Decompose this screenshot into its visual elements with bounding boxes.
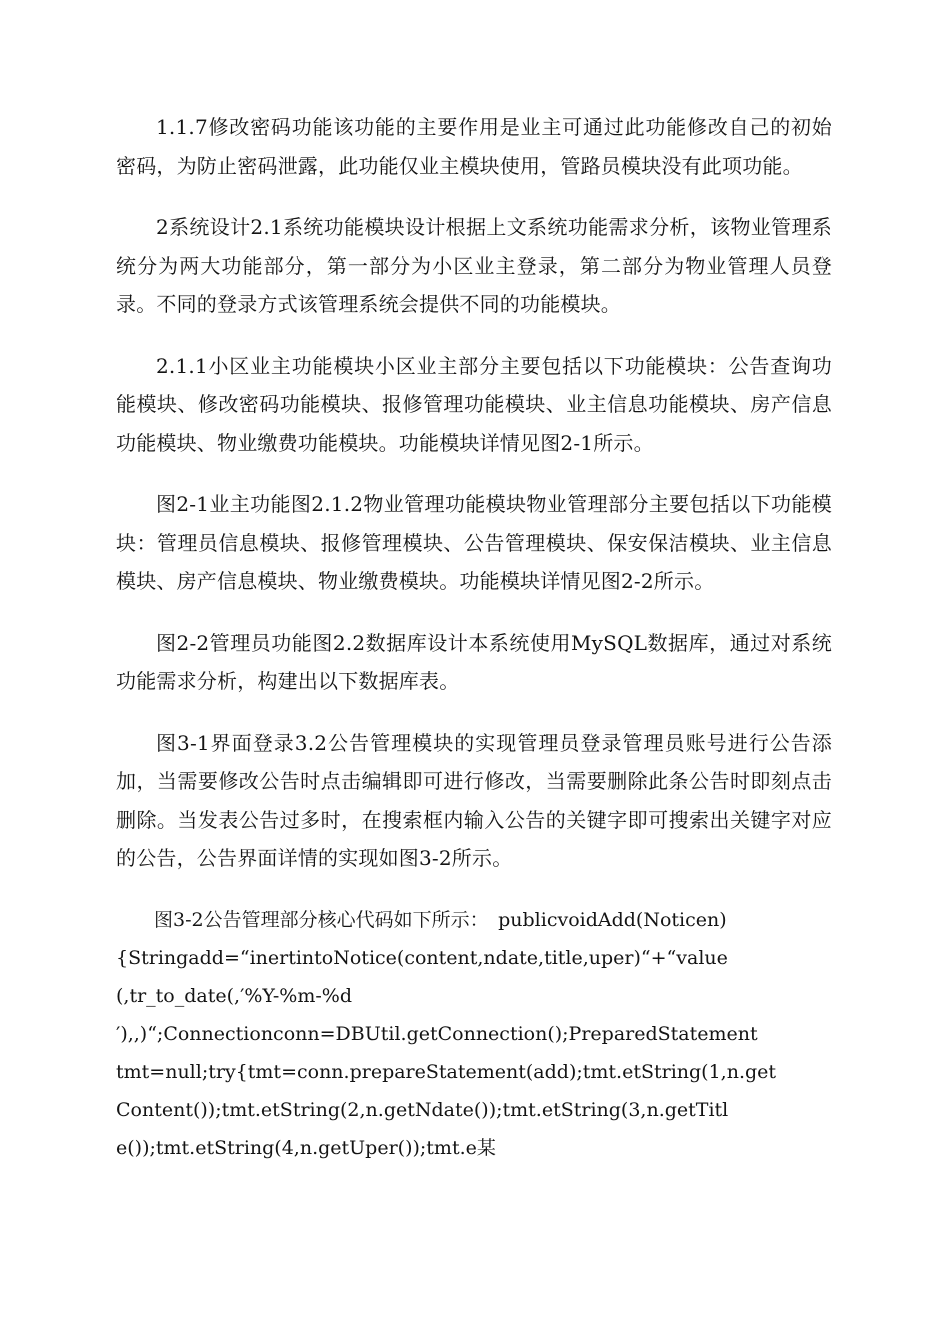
code-line: e());tmt.etString(4,n.getUper());tmt.e某	[116, 1136, 496, 1159]
code-line: Content());tmt.etString(2,n.getNdate());tmt.etString(3,n.getTitl	[116, 1098, 729, 1121]
document-body	[116, 108, 832, 1167]
code-line: 图3-2公告管理部分核心代码如下所示： publicvoidAdd(Noticen)	[154, 908, 727, 931]
paragraph-property-modules: 图2-1业主功能图2.1.2物业管理功能模块物业管理部分主要包括以下功能模块：管理员信息模块、报修管理模块、公告管理模块、保安保洁模块、业主信息模块、房产信息模块、物业缴费模块。功能模块详情见图2-2所示。	[116, 492, 832, 593]
paragraph-database-design: 图2-2管理员功能图2.2数据库设计本系统使用MySQL数据库，通过对系统功能需求分析，构建出以下数据库表。	[116, 630, 832, 693]
code-snippet	[116, 901, 832, 1167]
code-line: (,tr_to_date(,′%Y-%m-%d	[116, 984, 353, 1007]
paragraph-notice-management: 图3-1界面登录3.2公告管理模块的实现管理员登录管理员账号进行公告添加，当需要修改公告时点击编辑即可进行修改，当需要删除此条公告时即刻点击删除。当发表公告过多时，在搜索框内输入公告的关键字即可搜索出关键字对应的公告，公告界面详情的实现如图3-2所示。	[116, 730, 832, 870]
paragraph-change-password: 1.1.7修改密码功能该功能的主要作用是业主可通过此功能修改自己的初始密码，为防止密码泄露，此功能仅业主模块使用，管路员模块没有此项功能。	[116, 115, 832, 178]
paragraph-owner-modules: 2.1.1小区业主功能模块小区业主部分主要包括以下功能模块：公告查询功能模块、修改密码功能模块、报修管理功能模块、业主信息功能模块、房产信息功能模块、物业缴费功能模块。功能模块详情见图2-1所示。	[116, 353, 832, 455]
paragraph-system-design: 2系统设计2.1系统功能模块设计根据上文系统功能需求分析，该物业管理系统分为两大功能部分，第一部分为小区业主登录，第二部分为物业管理人员登录。不同的登录方式该管理系统会提供不同的功能模块。	[116, 215, 832, 316]
code-line: {Stringadd=“inertintoNotice(content,ndate,title,uper)“+“value	[116, 946, 728, 969]
code-line: ′),,)“;Connectionconn=DBUtil.getConnection();PreparedStatement	[116, 1022, 758, 1045]
code-line: tmt=null;try{tmt=conn.prepareStatement(add);tmt.etString(1,n.get	[116, 1060, 777, 1083]
